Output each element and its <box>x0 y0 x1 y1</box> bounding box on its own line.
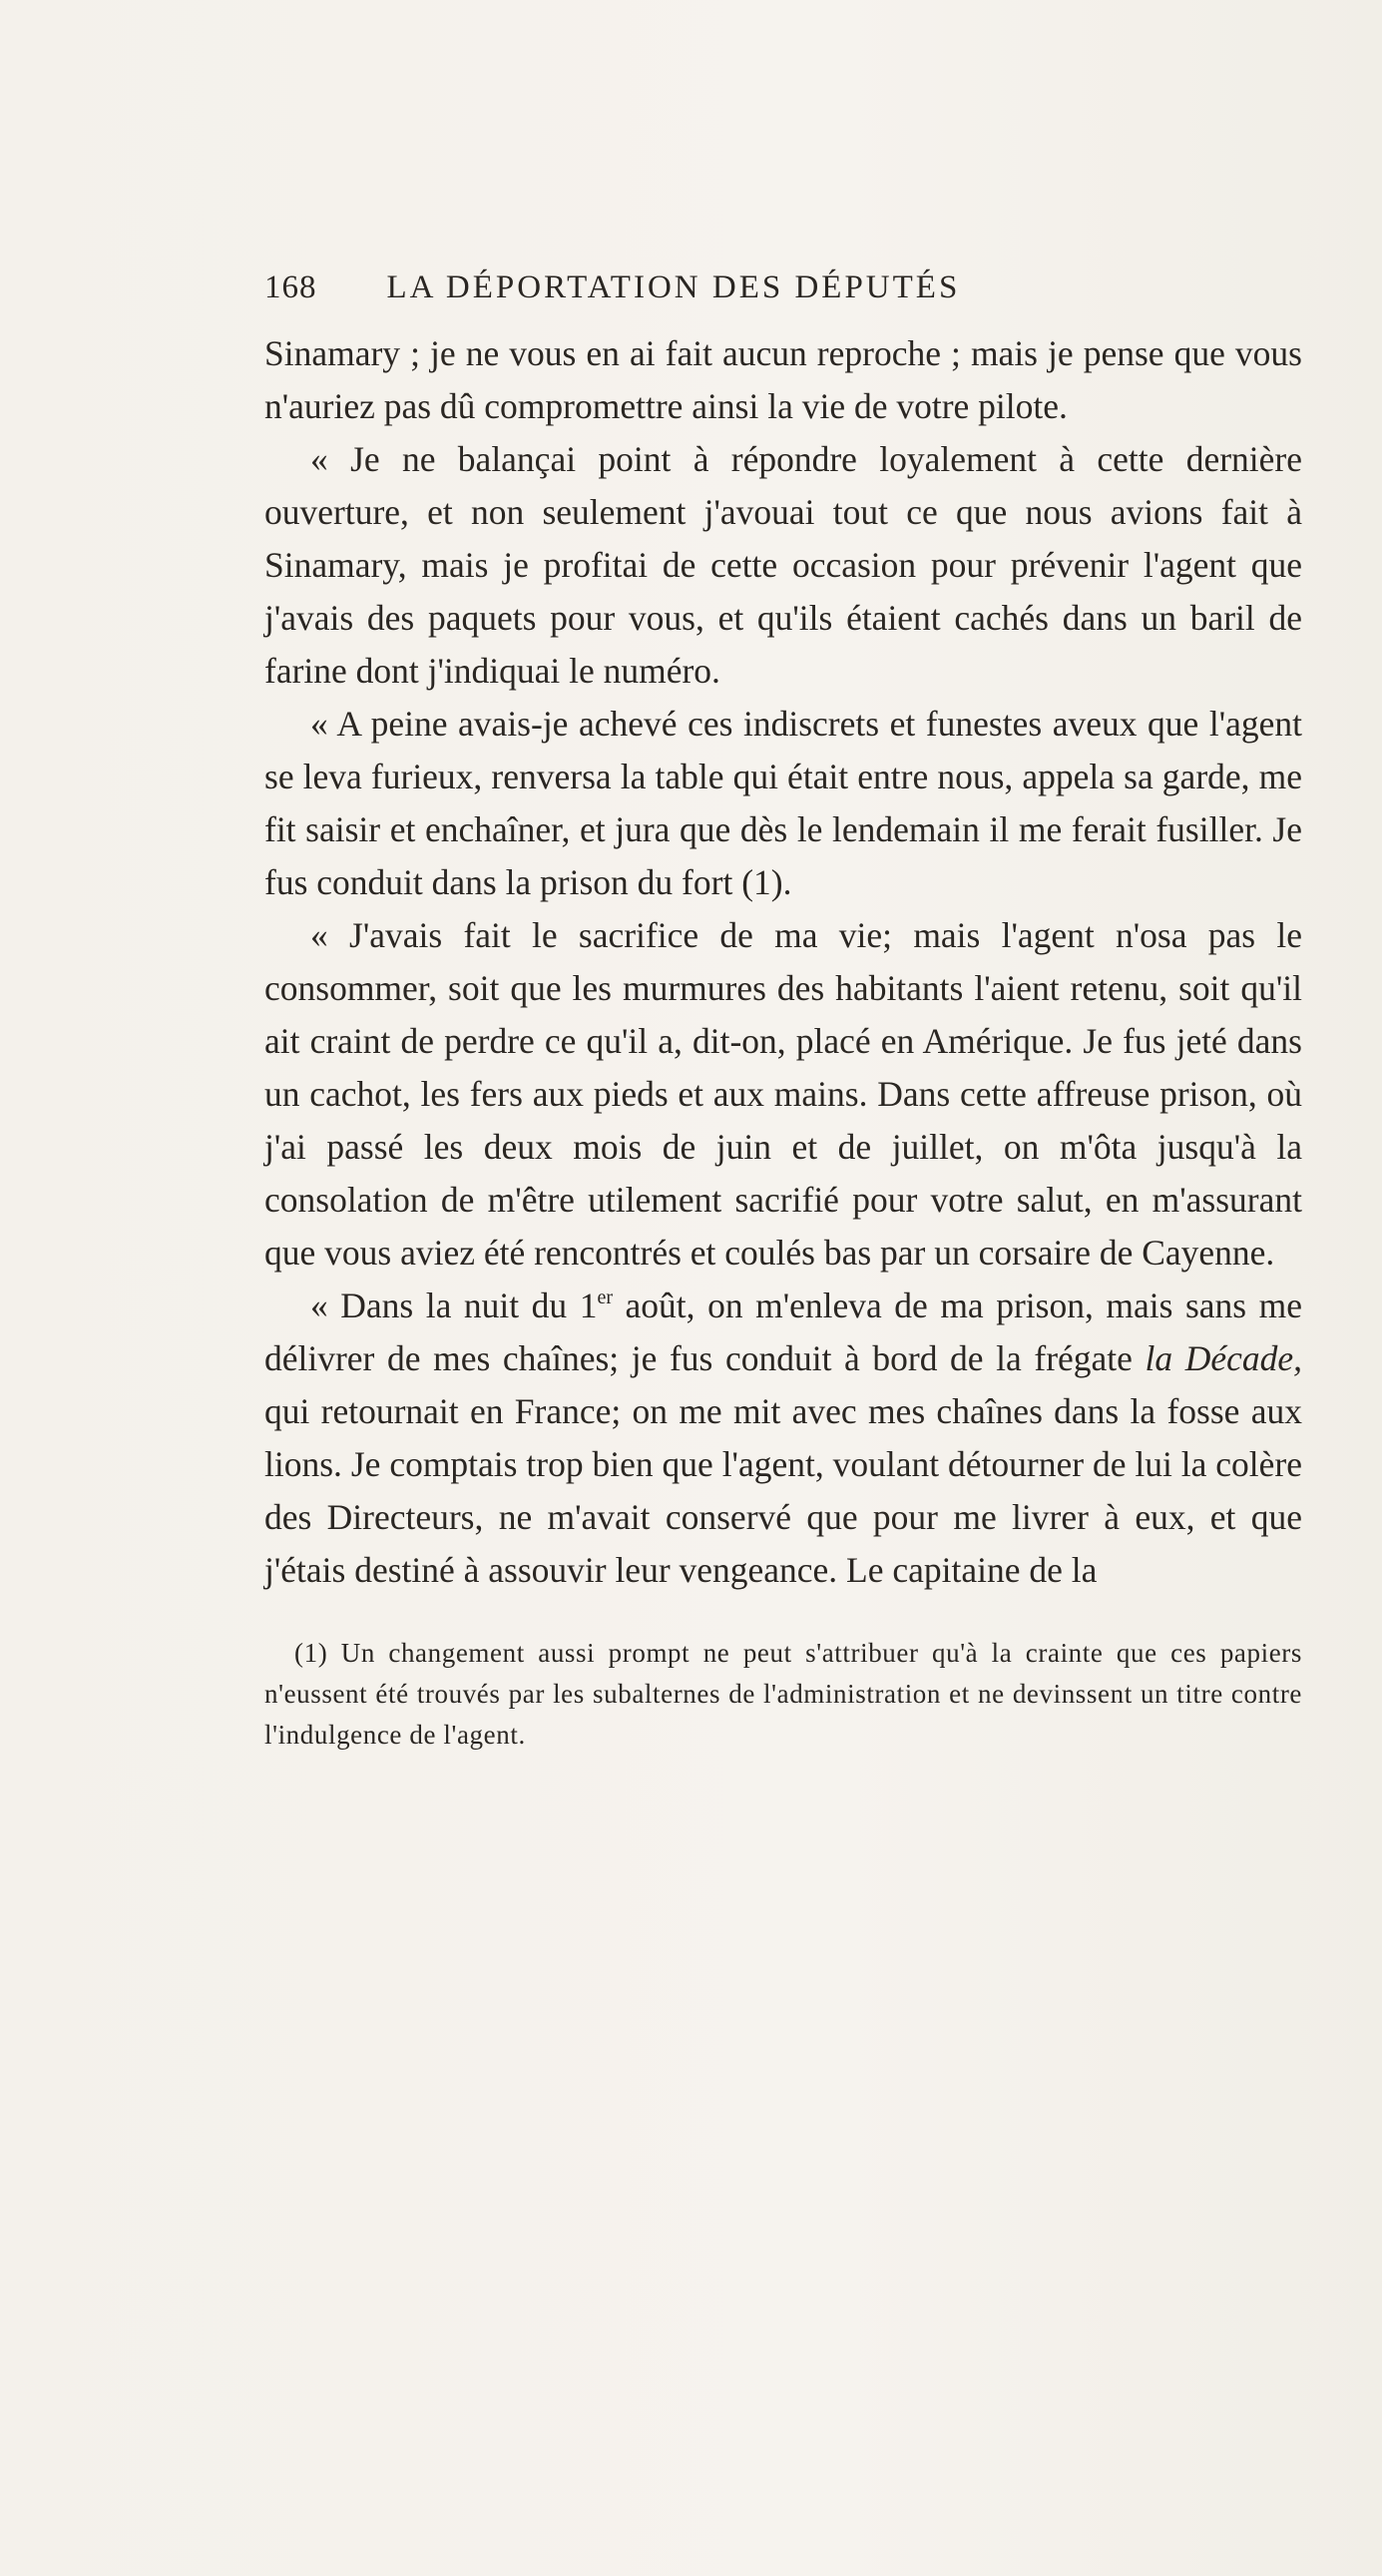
ship-name: la Décade, <box>1145 1338 1302 1378</box>
paragraph: « A peine avais-je achevé ces indiscrets et funestes aveux que l'agent se leva furieux, renversa la table qui était entre nous, appela sa garde, me fit saisir et enchaîner, et jura que dès le lendemain il me ferait fusiller. Je fus conduit dans la prison du fort (1). <box>264 704 1302 902</box>
text-block <box>264 269 1302 1756</box>
page-number: 168 <box>264 269 317 305</box>
running-head <box>264 269 1302 319</box>
paragraph: « Je ne balançai point à répondre loyalement à cette dernière ouverture, et non seulement j'avouai tout ce que nous avions fait à Sinamary, mais je profitai de cette occasion pour prévenir l'agent que j'avais des paquets pour vous, et qu'ils étaient cachés dans un baril de farine dont j'indiquai le numéro. <box>264 439 1302 691</box>
paragraph-text: août, on m'enleva de ma prison, mais sans me délivrer de mes chaînes; je fus conduit à bord de la frégate <box>264 1286 1302 1378</box>
footnote: (1) Un changement aussi prompt ne peut s'attribuer qu'à la crainte que ces papiers n'eussent été trouvés par les subalternes de l'administration et ne devinssent un titre contre l'indulgence de l'agent. <box>264 1638 1302 1750</box>
paragraph-text: qui retournait en France; on me mit avec mes chaînes dans la fosse aux lions. Je comptais trop bien que l'agent, voulant détourner de lui la colère des Directeurs, ne m'avait conservé que pour me livrer à eux, et que j'étais destiné à assouvir leur vengeance. Le capitaine de la <box>264 1391 1302 1590</box>
paragraph: « J'avais fait le sacrifice de ma vie; mais l'agent n'osa pas le consommer, soit que les murmures des habitants l'aient retenu, soit qu'il ait craint de perdre ce qu'il a, dit-on, placé en Amérique. Je fus jeté dans un cachot, les fers aux pieds et aux mains. Dans cette affreuse prison, où j'ai passé les deux mois de juin et de juillet, on m'ôta jusqu'à la consolation de m'être utilement sacrifié pour votre salut, en m'assurant que vous aviez été rencontrés et coulés bas par un corsaire de Cayenne. <box>264 915 1302 1273</box>
running-title: LA DÉPORTATION DES DÉPUTÉS <box>386 269 961 305</box>
paragraph-continuation: Sinamary ; je ne vous en ai fait aucun reproche ; mais je pense que vous n'auriez pas dû compromettre ainsi la vie de votre pilote. <box>264 333 1302 426</box>
footnotes <box>264 1633 1302 1756</box>
paragraph <box>264 1280 1302 1597</box>
paragraph-text: « Dans la nuit du 1 <box>310 1286 598 1325</box>
superscript-ordinal: er <box>597 1287 614 1308</box>
